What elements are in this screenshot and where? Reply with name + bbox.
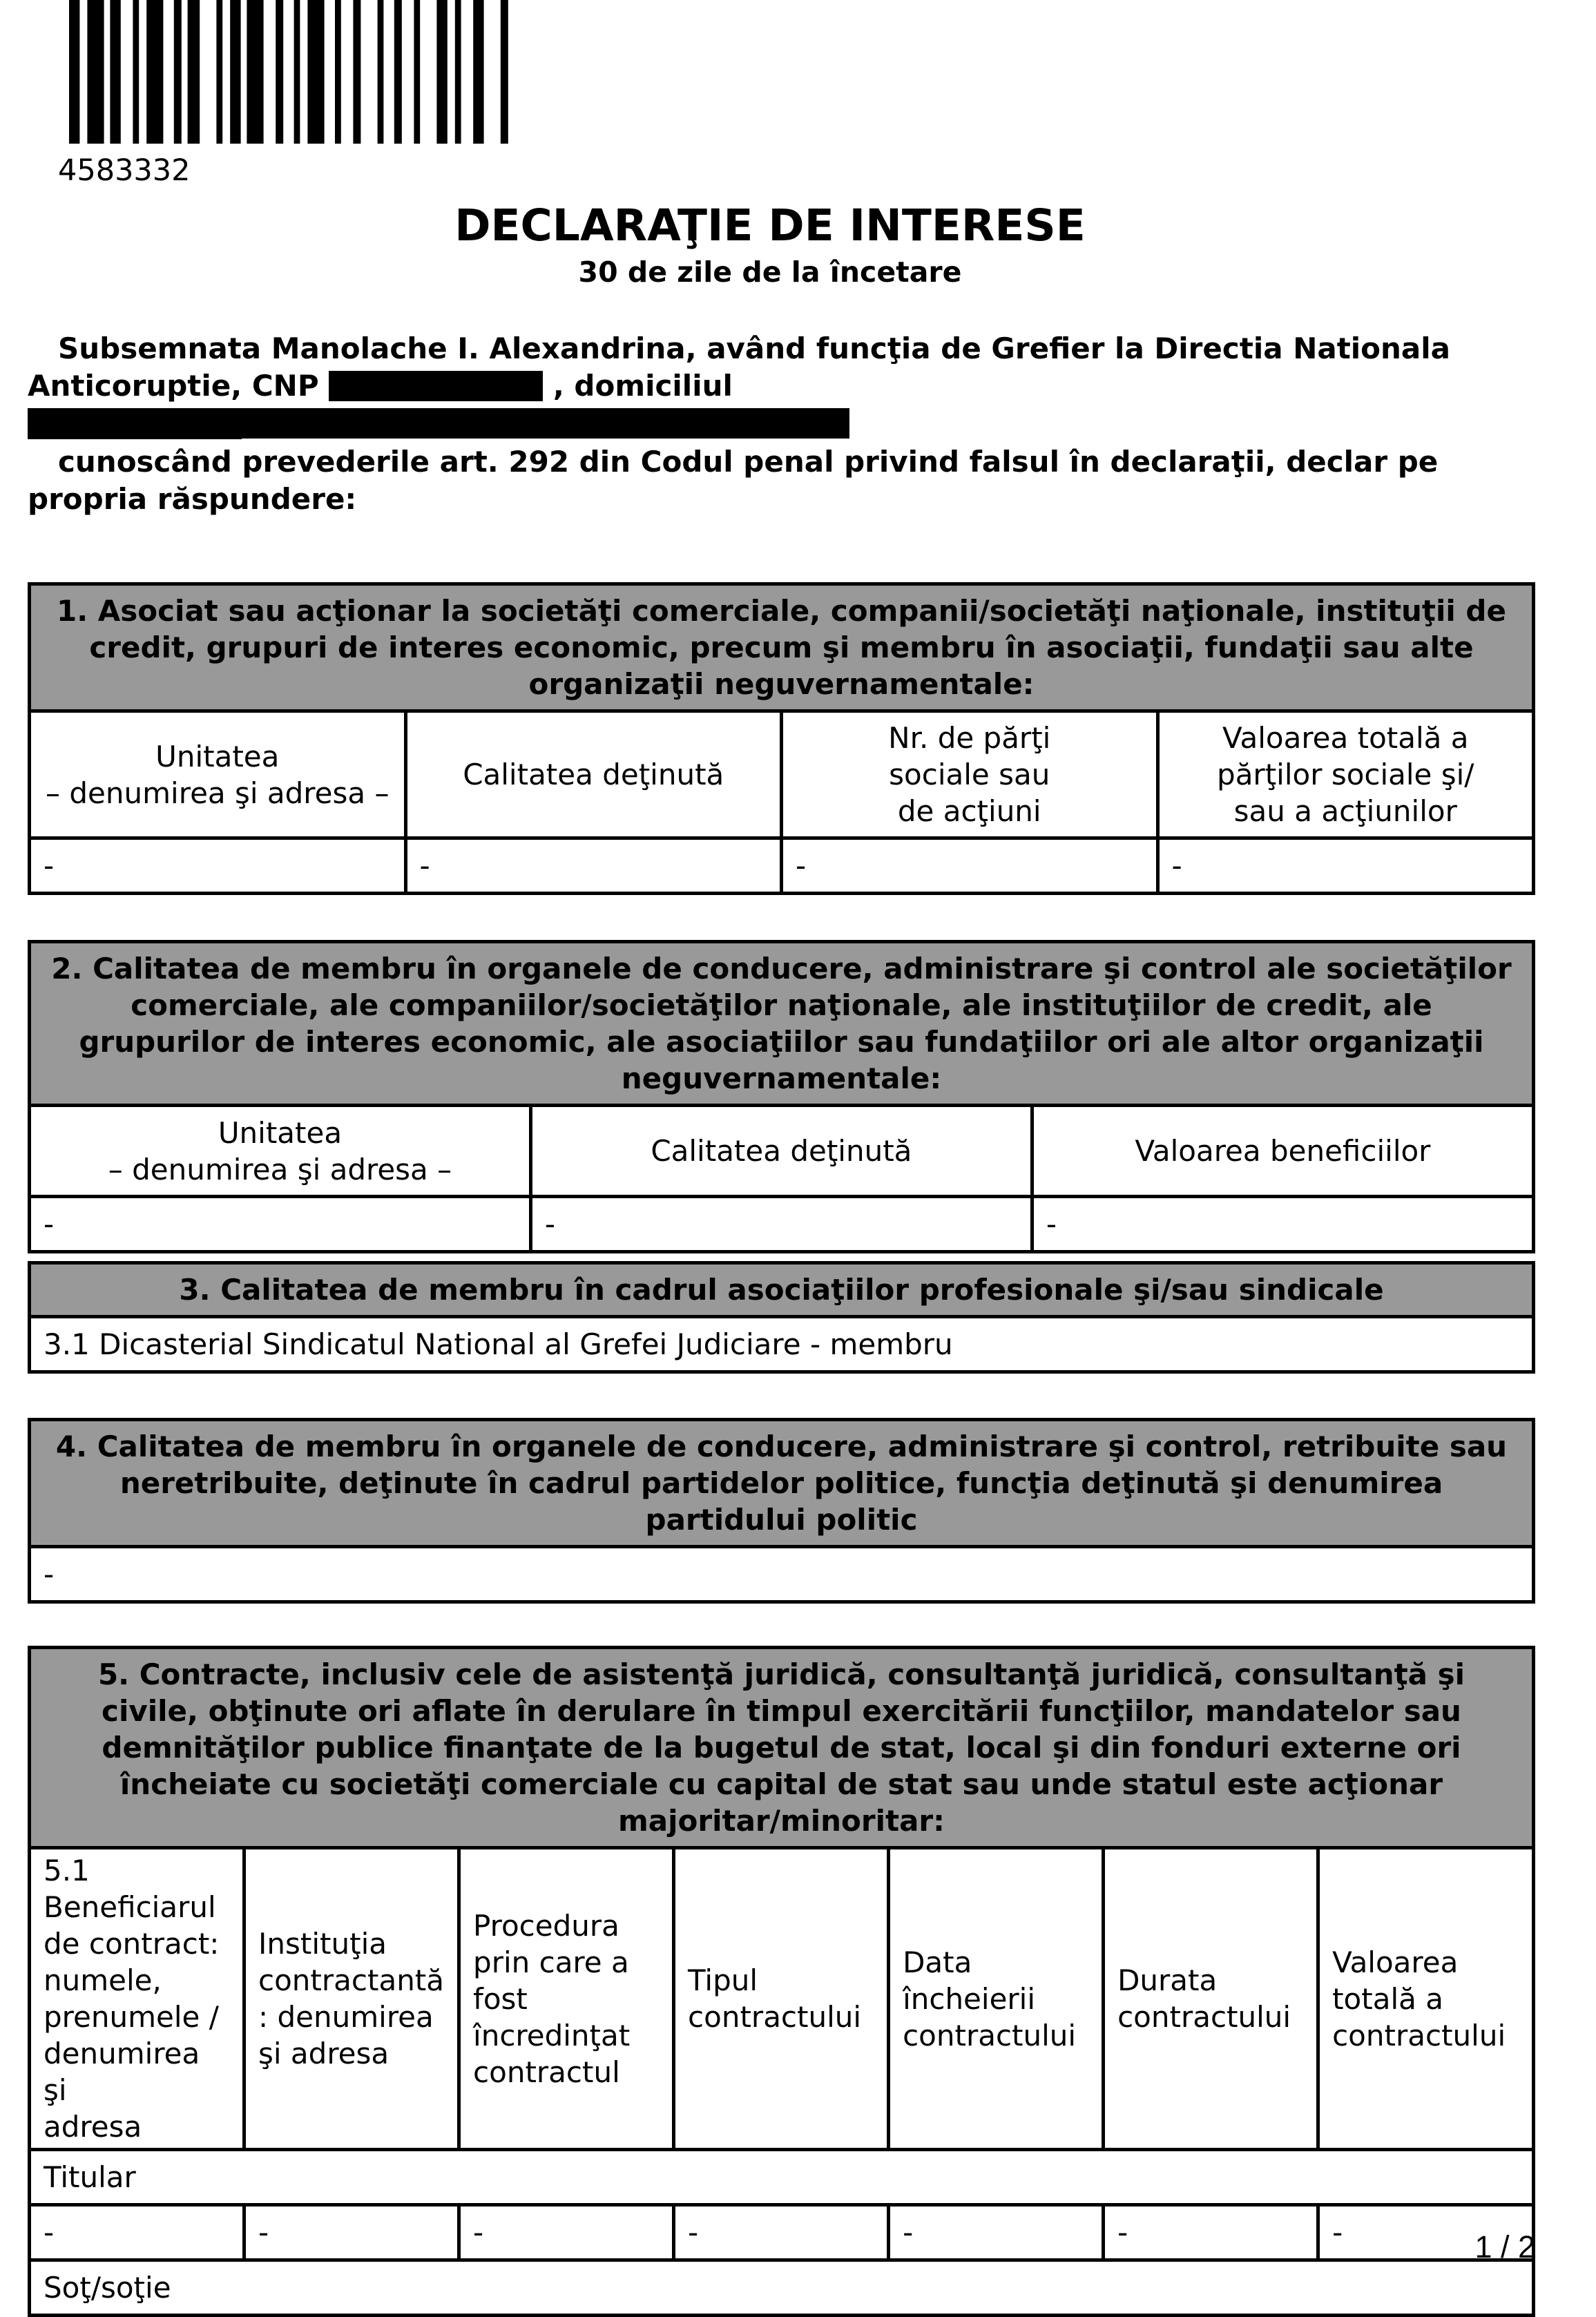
table-cell: - bbox=[244, 2205, 459, 2260]
cnp-label: Anticoruptie, CNP bbox=[28, 369, 319, 403]
section-4-table bbox=[28, 1418, 1535, 1604]
section-1-header: 1. Asociat sau acţionar la societăţi comerciale, companii/societăţi naţionale, instituţii de credit, grupuri de interes economic, precum şi membru în asociaţii, fundaţii sau alte organizaţii neguvernamentale: bbox=[30, 584, 1534, 711]
s2-col-benefits: Valoarea beneficiilor bbox=[1032, 1106, 1533, 1197]
s1-col-value: Valoarea totală a părţilor sociale şi/ sau a acţiunilor bbox=[1157, 711, 1534, 838]
document-title: DECLARAŢIE DE INTERESE bbox=[454, 200, 1086, 251]
section-1-table bbox=[28, 582, 1535, 895]
s5-col-institution: Instituţia contractantă : denumirea şi adresa bbox=[244, 1848, 459, 2150]
table-cell: - bbox=[530, 1197, 1032, 1252]
s1-col-role: Calitatea deţinută bbox=[405, 711, 782, 838]
barcode bbox=[69, 0, 849, 144]
page-number: 1 / 2 bbox=[1474, 2229, 1535, 2265]
spouse-label: Soţ/soţie bbox=[30, 2260, 1534, 2316]
s2-col-unit: Unitatea – denumirea şi adresa – bbox=[30, 1106, 531, 1197]
document-number: 4583332 bbox=[58, 153, 191, 188]
table-cell: - bbox=[30, 1197, 531, 1252]
section-5-table bbox=[28, 1646, 1535, 2317]
table-cell: - bbox=[30, 2205, 244, 2260]
table-cell: - bbox=[1318, 2205, 1534, 2260]
s5-col-type: Tipul contractului bbox=[674, 1848, 889, 2150]
s5-col-beneficiary: 5.1 Beneficiarul de contract: numele, prenumele / denumirea şi adresa bbox=[30, 1848, 244, 2150]
section-2-table bbox=[28, 940, 1535, 1253]
intro-paragraph bbox=[28, 330, 1540, 442]
section-3-row: 3.1 Dicasterial Sindicatul National al Grefei Judiciare - membru bbox=[30, 1317, 1534, 1372]
section-4-header: 4. Calitatea de membru în organele de conducere, administrare şi control, retribuite sau neretribuite, deţinute în cadrul partidelor politice, funcţia deţinută şi denumirea partidului politic bbox=[30, 1420, 1534, 1547]
declaration-text: cunoscând prevederile art. 292 din Codul penal privind falsul în declaraţii, declar pe propria răspundere: bbox=[28, 445, 1439, 516]
section-3-header: 3. Calitatea de membru în cadrul asociaţiilor profesionale şi/sau sindicale bbox=[30, 1263, 1534, 1317]
s1-col-unit: Unitatea – denumirea şi adresa – bbox=[30, 711, 406, 838]
intro-line-2 bbox=[28, 367, 1540, 442]
section-2-header: 2. Calitatea de membru în organele de conducere, administrare şi control ale societăţilor comerciale, ale companiilor/societăţilor naţionale, ale instituţiilor de credit, ale grupurilor de interes economic, ale asociaţiilor sau fundaţiilor ori ale altor organizaţii neguvernamentale: bbox=[30, 942, 1534, 1106]
section-5-header: 5. Contracte, inclusiv cele de asistenţă juridică, consultanţă juridică, consultanţă şi civile, obţinute ori aflate în derulare în timpul exercitării funcţiilor, mandatelor sau demnităţilor publice finanţate de la bugetul de stat, local şi din fonduri externe ori încheiate cu societăţi comerciale cu capital de stat sau unde statul este acţionar majoritar/minoritar: bbox=[30, 1648, 1534, 1848]
table-cell: - bbox=[405, 838, 782, 894]
section-3-table bbox=[28, 1261, 1535, 1374]
s2-col-role: Calitatea deţinută bbox=[530, 1106, 1032, 1197]
table-cell: - bbox=[674, 2205, 889, 2260]
table-cell: - bbox=[30, 838, 406, 894]
domicile-label: , domiciliul bbox=[552, 369, 733, 403]
document-subtitle: 30 de zile de la încetare bbox=[578, 256, 962, 289]
table-cell: - bbox=[1104, 2205, 1318, 2260]
section-4-row: - bbox=[30, 1547, 1534, 1602]
s5-col-date: Data încheierii contractului bbox=[889, 1848, 1104, 2150]
titular-label: Titular bbox=[30, 2150, 1534, 2205]
redacted-cnp bbox=[329, 371, 543, 401]
table-cell: - bbox=[1157, 838, 1534, 894]
intro-line-1: Subsemnata Manolache I. Alexandrina, având funcţia de Grefier la Directia Nationala bbox=[58, 331, 1450, 365]
s1-col-shares: Nr. de părţi sociale sau de acţiuni bbox=[782, 711, 1158, 838]
s5-col-procedure: Procedura prin care a fost încredinţat contractul bbox=[459, 1848, 674, 2150]
table-cell: - bbox=[459, 2205, 674, 2260]
table-cell: - bbox=[1032, 1197, 1533, 1252]
table-cell: - bbox=[889, 2205, 1104, 2260]
table-cell: - bbox=[782, 838, 1158, 894]
redacted-domicile-continued bbox=[28, 409, 242, 439]
s5-col-duration: Durata contractului bbox=[1104, 1848, 1318, 2150]
s5-col-value: Valoarea totală a contractului bbox=[1318, 1848, 1534, 2150]
